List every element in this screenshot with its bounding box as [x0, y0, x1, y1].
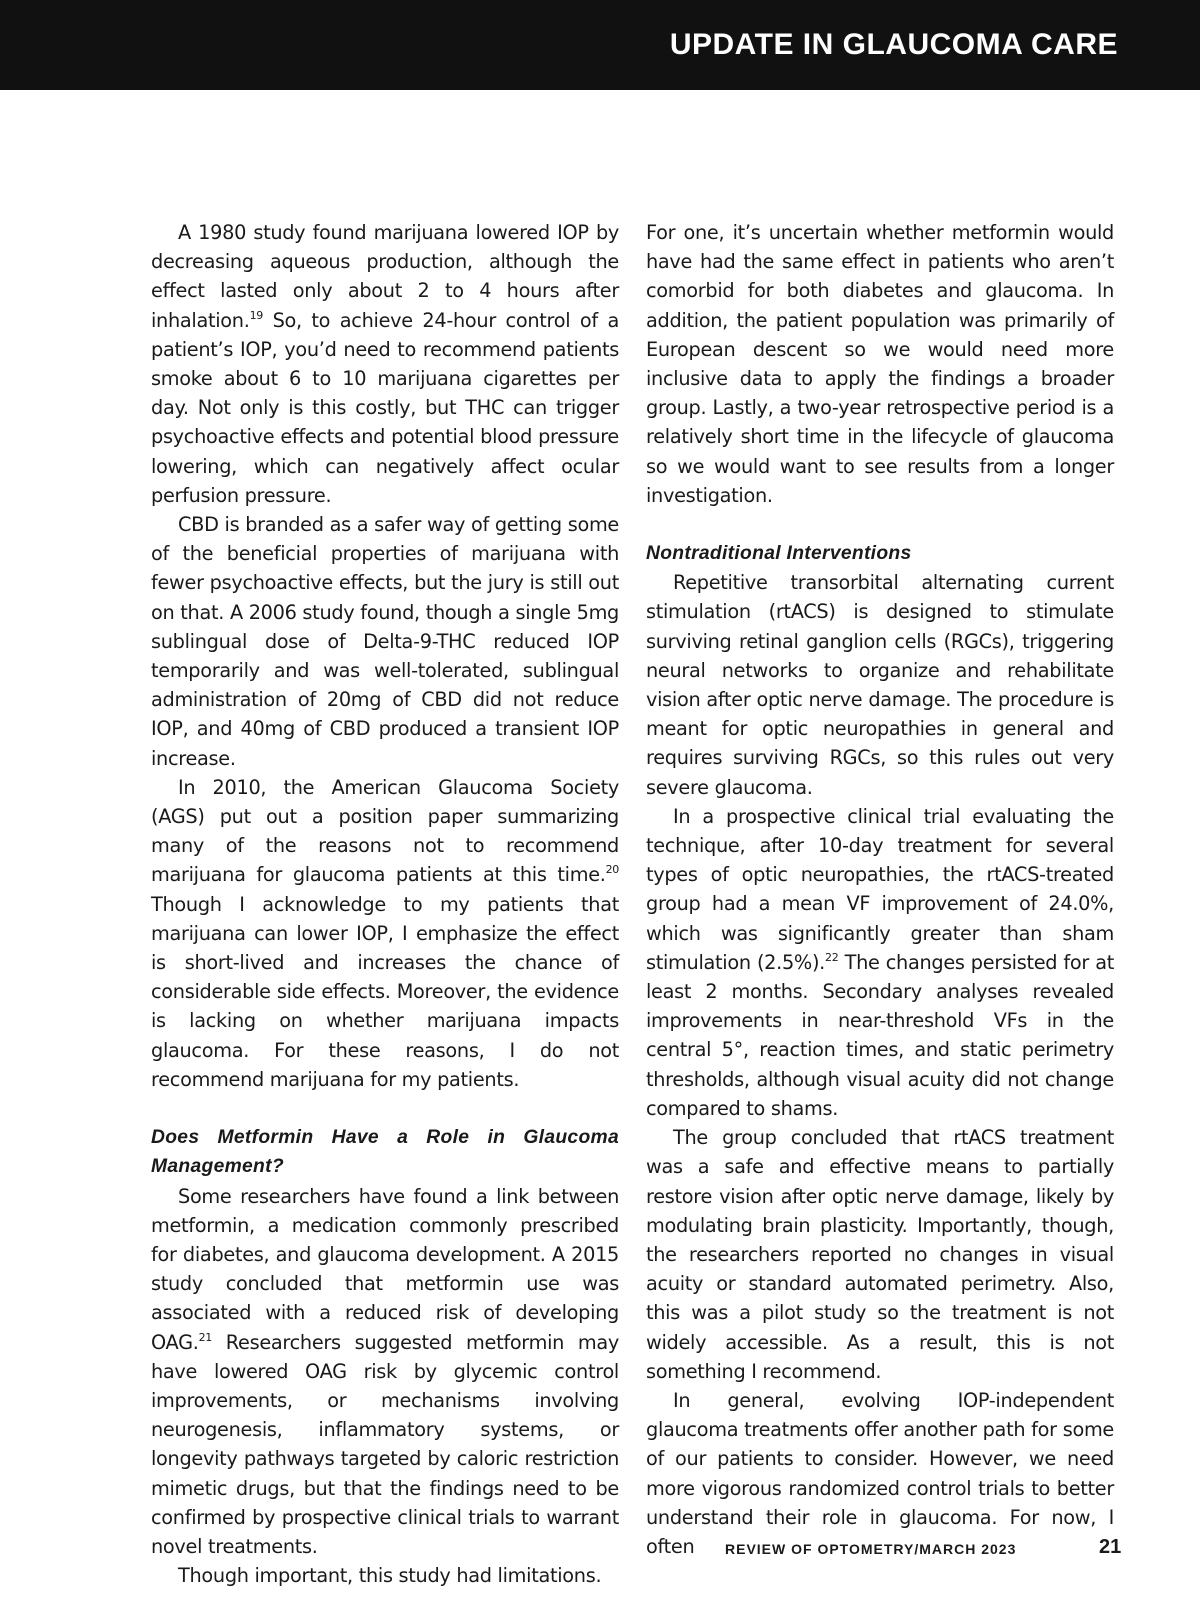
- paragraph-ags-position: In 2010, the American Glaucoma Society (AGS) put out a position paper summarizing many of the reasons not to recommend marijuana for glaucoma patients at this time.$^{20}$ Though I acknowledge to my patients that marijuana can lower IOP, I emphasize the effect is short-lived and increases the chance of considerable side effects. Moreover, the evidence is lacking on whether marijuana impacts glaucoma. For these reasons, I do not recommend marijuana for my patients.: [151, 775, 619, 1091]
- paragraph-metformin-uncertainty: For one, it’s uncertain whether metformin would have had the same effect in patients who aren’t comorbid for both diabetes and glaucoma. In addition, the patient population was primarily of European descent so we would need more inclusive data to apply the findings a broader group. Lastly, a two-year retrospective period is a relatively short time in the lifecycle of glaucoma so we would want to see results from a longer investigation.: [646, 221, 1114, 507]
- citation-20: 20: [605, 863, 619, 877]
- paragraph-rtacs: Repetitive transorbital alternating current stimulation (rtACS) is designed to stimulate surviving retinal ganglion cells (RGCs), triggering neural networks to organize and rehabilitate vision after optic nerve damage. The procedure is meant for optic neuropathies in general and requires surviving RGCs, so this rules out very severe glaucoma.: [646, 571, 1114, 799]
- citation-21: 21: [198, 1330, 212, 1344]
- paragraph-iop-independent: In general, evolving IOP-independent glaucoma treatments offer another path for some of our patients to consider. However, we need more vigorous randomized control trials to better understand their role in glaucoma. For now, I often: [646, 1388, 1114, 1558]
- heading-nontraditional: Nontraditional Interventions: [646, 543, 912, 565]
- paragraph-clinical-trial: In a prospective clinical trial evaluating the technique, after 10-day treatment for several types of optic neuropathies, the rtACS-treated group had a mean VF improvement of 24.0%, which was significantly greater than sham stimulation (2.5%).$^{22}$ The changes persisted for at least 2 months. Secondary analyses revealed improvements in near-threshold VFs in the central 5°, reaction times, and static perimetry thresholds, although visual acuity did not change compared to shams.: [646, 804, 1114, 1120]
- paragraph-rtacs-conclusion: The group concluded that rtACS treatment was a safe and effective means to partially restore vision after optic nerve damage, likely by modulating brain plasticity. Importantly, though, the researchers reported no changes in visual acuity or standard automated perimetry. Also, this was a pilot study so the treatment is not widely accessible. As a result, this is not something I recommend.: [646, 1126, 1114, 1383]
- right-column: [646, 218, 1114, 1561]
- citation-22: 22: [825, 950, 839, 964]
- paragraph-metformin-link: Some researchers have found a link between metformin, a medication commonly prescribed for diabetes, and glaucoma development. A 2015 study concluded that metformin use was associated with a reduced risk of developing OAG.$^{21}$ Researchers suggested metformin may have lowered OAG risk by glycemic control improvements, or mechanisms involving neurogenesis, inflammatory systems, or longevity pathways targeted by caloric restriction mimetic drugs, but that the findings need to be confirmed by prospective clinical trials to warrant novel treatments.: [151, 1184, 619, 1558]
- left-column: [151, 218, 619, 1590]
- footer-journal-name: REVIEW OF OPTOMETRY/MARCH 2023: [725, 1541, 1017, 1557]
- paragraph-marijuana-iop: A 1980 study found marijuana lowered IOP by decreasing aqueous production, although the effect lasted only about 2 to 4 hours after inhalation.$^{19}$ So, to achieve 24-hour control of a patient’s IOP, you’d need to recommend patients smoke about 6 to 10 marijuana cigarettes per day. Not only is this costly, but THC can trigger psychoactive effects and potential blood pressure lowering, which can negatively affect ocular perfusion pressure.: [151, 221, 619, 507]
- header-bar: [0, 0, 1200, 90]
- page-number: 21: [1099, 1536, 1122, 1558]
- citation-19: 19: [249, 308, 263, 322]
- paragraph-cbd: CBD is branded as a safer way of getting some of the beneficial properties of marijuana with fewer psychoactive effects, but the jury is still out on that. A 2006 study found, though a single 5mg sublingual dose of Delta-9-THC reduced IOP temporarily and was well-tolerated, sublingual administration of 20mg of CBD did not reduce IOP, and 40mg of CBD produced a transient IOP increase.: [151, 513, 619, 770]
- heading-metformin: Does Metformin Have a Role in Glaucoma Management?: [151, 1127, 619, 1178]
- section-title: UPDATE IN GLAUCOMA CARE: [669, 28, 1118, 61]
- paragraph-limitations: Though important, this study had limitations.: [178, 1564, 602, 1588]
